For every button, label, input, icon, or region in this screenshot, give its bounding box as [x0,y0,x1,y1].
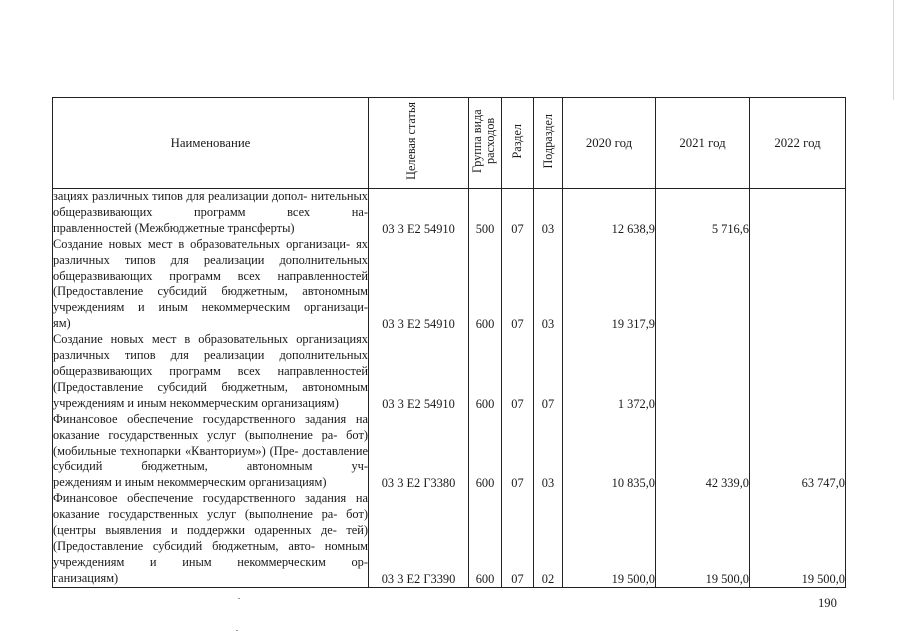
row-name-line: бот) (центры выявления и поддержки одаренных де- [53,507,368,538]
row-name [53,189,369,237]
scan-speck [236,630,238,631]
row-name-line: номным учреждениям и иным некоммерческим ор- [53,538,368,569]
row-value-2020: 12 638,9 [563,189,656,237]
row-value-2020: 10 835,0 [563,412,656,492]
row-value-2021: 42 339,0 [656,412,750,492]
row-value-2022 [750,332,846,412]
header-section: Раздел [502,98,534,189]
table-header-row [53,98,846,189]
row-name-line: общеразвивающих программ всех направленностей [53,363,368,378]
row-code: 03 3 Е2 Г3380 [369,412,469,492]
row-name [53,332,369,412]
row-name-line: правленностей (Межбюджетные трансферты) [53,220,295,235]
scan-speck [238,598,240,599]
row-name-line: бот) (мобильные технопарки «Кванториум») (Пре- [53,427,368,458]
row-name-line: общеразвивающих программ всех направленностей [53,268,368,283]
row-value-2020: 1 372,0 [563,332,656,412]
row-subsection: 07 [534,332,563,412]
row-section: 07 [502,237,534,332]
row-value-2022: 19 500,0 [750,491,846,587]
row-name-line: зациях различных типов для реализации допол- [53,189,308,203]
page-number: 190 [818,596,837,610]
row-name-line: различных типов для реализации дополнительных [53,348,368,363]
row-subsection: 02 [534,491,563,587]
row-expense-group: 600 [469,237,502,332]
row-subsection: 03 [534,237,563,332]
row-name-line: на оказание государственных услуг (выполнение ра- [53,411,368,442]
row-subsection: 03 [534,412,563,492]
header-year-2020: 2020 год [563,98,656,189]
budget-table [52,97,846,588]
row-code: 03 3 Е2 Г3390 [369,491,469,587]
row-expense-group: 500 [469,189,502,237]
row-name-line: реждениям и иным некоммерческим организациям) [53,475,327,490]
row-name-line: тей) (Предоставление субсидий бюджетным, авто- [53,523,368,553]
row-code: 03 3 Е2 54910 [369,189,469,237]
header-year-2022: 2022 год [750,98,846,189]
table-row [53,412,846,492]
row-value-2020: 19 317,9 [563,237,656,332]
row-name [53,237,369,332]
row-section: 07 [502,491,534,587]
row-value-2021: 5 716,6 [656,189,750,237]
row-value-2021 [656,237,750,332]
row-expense-group: 600 [469,412,502,492]
row-name [53,412,369,492]
row-name-line: Создание новых мест в образовательных организациях [53,332,368,347]
row-name-line: Финансовое обеспечение государственного задания [53,411,347,426]
header-subsection: Подраздел [534,98,563,189]
row-value-2021 [656,332,750,412]
row-name-line: (Предоставление субсидий бюджетным, автономным [53,284,368,299]
row-name-line: учреждениям и иным некоммерческим организаци- [53,300,368,315]
row-value-2022 [750,237,846,332]
row-section: 07 [502,332,534,412]
row-name-line: (Предоставление субсидий бюджетным, автономным [53,379,368,394]
table-row [53,237,846,332]
row-name-line: на оказание государственных услуг (выполнение ра- [53,491,368,522]
table-row [53,491,846,587]
row-name-line: учреждениям и иным некоммерческим организациям) [53,395,339,410]
table-body [53,189,846,588]
row-section: 07 [502,412,534,492]
row-name-line: доставление субсидий бюджетным, автономным уч- [53,443,368,474]
row-name-line: ганизациям) [53,570,119,585]
header-expense-group: Группа вида расходов [469,98,502,189]
header-year-2021: 2021 год [656,98,750,189]
row-name-line: нительных общеразвивающих программ всех на- [53,189,368,219]
row-name-line: ям) [53,316,71,331]
row-code: 03 3 Е2 54910 [369,332,469,412]
row-section: 07 [502,189,534,237]
row-name [53,491,369,587]
row-name-line: Создание новых мест в образовательных организаци- [53,236,351,251]
row-value-2021: 19 500,0 [656,491,750,587]
row-value-2022 [750,189,846,237]
row-subsection: 03 [534,189,563,237]
row-value-2020: 19 500,0 [563,491,656,587]
table-row [53,189,846,237]
scan-edge-line [893,0,894,100]
table-row [53,332,846,412]
header-name: Наименование [53,98,369,189]
header-target-article: Целевая статья [369,98,469,189]
row-name-line: ях различных типов для реализации дополнительных [53,236,368,267]
row-value-2022: 63 747,0 [750,412,846,492]
row-code: 03 3 Е2 54910 [369,237,469,332]
row-expense-group: 600 [469,332,502,412]
row-expense-group: 600 [469,491,502,587]
row-name-line: Финансовое обеспечение государственного задания [53,491,347,506]
